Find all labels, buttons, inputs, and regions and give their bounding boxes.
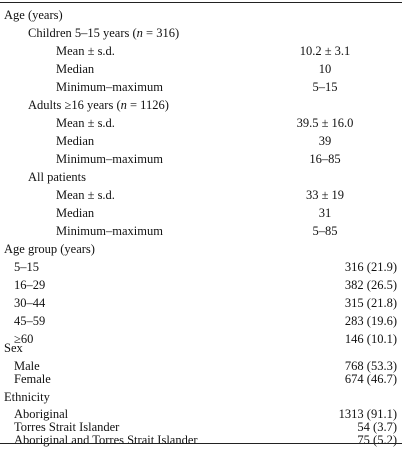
row-label: Minimum–maximum [56, 80, 163, 94]
row-label: Age (years) [4, 8, 63, 22]
row-label: Mean ± s.d. [56, 188, 115, 202]
row-label: Torres Strait Islander [14, 420, 120, 434]
row-label: Mean ± s.d. [56, 116, 115, 130]
row-label: 5–15 [14, 260, 39, 274]
table-row [0, 431, 402, 449]
row-value: 39 [318, 134, 332, 148]
row-value: 10.2 ± 3.1 [299, 44, 351, 58]
row-label: Median [56, 62, 95, 76]
row-value: 315 (21.8) [344, 296, 397, 310]
table-row [0, 222, 402, 240]
table-row [0, 42, 402, 60]
row-value: 316 (21.9) [344, 260, 397, 274]
row-value: 1313 (91.1) [338, 407, 397, 421]
row-label: All patients [28, 170, 86, 184]
section-heading-age-group [0, 240, 402, 258]
subgroup-heading-children [0, 24, 402, 42]
row-value: 283 (19.6) [344, 314, 397, 328]
row-value: 5–85 [312, 224, 338, 238]
row-value: 33 ± 19 [305, 188, 345, 202]
table-row [0, 78, 402, 96]
row-label: Sex [4, 341, 23, 355]
table-row [0, 276, 402, 294]
row-value: 75 (5.2) [357, 433, 397, 447]
table-row [0, 132, 402, 150]
table-row [0, 204, 402, 222]
table-row [0, 60, 402, 78]
row-label: 30–44 [14, 296, 46, 310]
row-label: Female [14, 372, 51, 386]
table-row [0, 370, 402, 388]
row-value: 16–85 [309, 152, 341, 166]
section-heading-sex [0, 339, 402, 357]
table-row [0, 258, 402, 276]
table-top-rule [0, 2, 402, 3]
table-row [0, 114, 402, 132]
section-heading-age [0, 6, 402, 24]
table-row [0, 150, 402, 168]
row-label: 16–29 [14, 278, 46, 292]
row-label: Age group (years) [4, 242, 95, 256]
row-value: 382 (26.5) [344, 278, 397, 292]
row-value: 31 [318, 206, 332, 220]
section-heading-ethnicity [0, 388, 402, 406]
row-label: Median [56, 134, 95, 148]
row-value: 146 (10.1) [344, 332, 397, 346]
row-label: Minimum–maximum [56, 224, 163, 238]
row-value: 39.5 ± 16.0 [296, 116, 354, 130]
table-row [0, 186, 402, 204]
row-value: 768 (53.3) [344, 359, 397, 373]
row-label: Aboriginal and Torres Strait Islander [14, 433, 198, 447]
table-row [0, 294, 402, 312]
row-label: Male [14, 359, 40, 373]
subgroup-heading-all-patients [0, 168, 402, 186]
row-label: Aboriginal [14, 407, 69, 421]
table-bottom-rule [0, 443, 402, 444]
subgroup-heading-adults [0, 96, 402, 114]
row-label: Mean ± s.d. [56, 44, 115, 58]
row-label: Children 5–15 years (n = 316) [28, 26, 180, 40]
row-label: ≥60 [14, 332, 34, 346]
row-value: 54 (3.7) [357, 420, 397, 434]
row-label: Minimum–maximum [56, 152, 163, 166]
row-label: Adults ≥16 years (n = 1126) [28, 98, 169, 112]
row-label: 45–59 [14, 314, 46, 328]
row-value: 10 [318, 62, 332, 76]
row-value: 5–15 [312, 80, 338, 94]
row-label: Median [56, 206, 95, 220]
row-value: 674 (46.7) [344, 372, 397, 386]
row-label: Ethnicity [4, 390, 50, 404]
table-row [0, 312, 402, 330]
